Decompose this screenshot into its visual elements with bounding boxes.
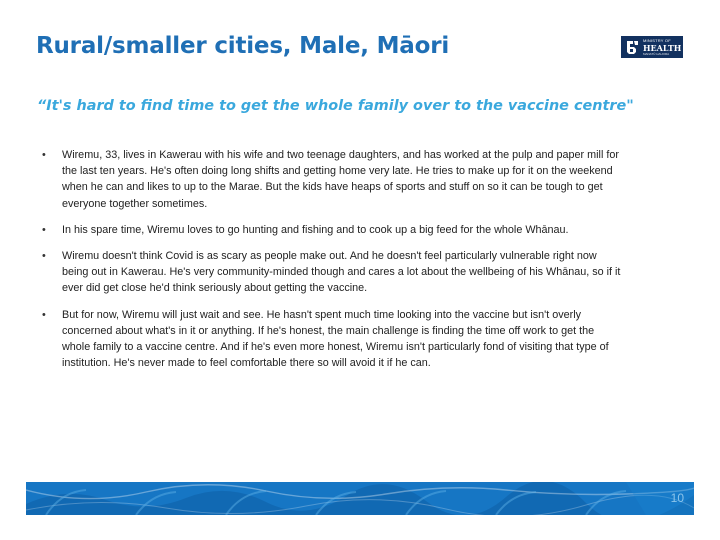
logo-line-ministry: MINISTRY OF <box>643 37 671 43</box>
footer-band <box>26 482 694 515</box>
bullet-list <box>62 147 622 381</box>
logo-text <box>643 39 681 56</box>
ministry-of-health-logo <box>621 36 683 58</box>
persona-quote: “It's hard to find time to get the whole family over to the vaccine centre" <box>37 98 634 114</box>
bullet-item: • In his spare time, Wiremu loves to go hunting and fishing and to cook up a big feed for the whole Whānau. <box>62 222 622 238</box>
ministry-of-health-emblem-icon <box>624 39 640 55</box>
bullet-item: • Wiremu doesn't think Covid is as scary as people make out. And he doesn't feel particularly vulnerable right now being out in Kawerau. He's very community-minded though and cares a lot about the wellbeing of his Whānau, so if it ever did get close he'd think seriously about getting the vaccine. <box>62 248 622 297</box>
page-number: 10 <box>670 491 684 505</box>
logo-line-health: HEALTH <box>643 42 682 53</box>
slide-title: Rural/smaller cities, Male, Māori <box>36 33 450 59</box>
bullet-item: • Wiremu, 33, lives in Kawerau with his wife and two teenage daughters, and has worked at the pulp and paper mill for the last ten years. He's often doing long shifts and getting home very late. He tries to make up for it on the weekend when he can and likes to up to the Marae. But the kids have heaps of sports and stuff on so it can be tough to get everyone together sometimes. <box>62 147 622 212</box>
footer-pattern <box>26 482 694 515</box>
logo-line-maori: MANATŪ HAUORA <box>643 51 670 56</box>
bullet-item: • But for now, Wiremu will just wait and see. He hasn't spent much time looking into the vaccine but isn't overly concerned about what's in it or anything. If he's honest, the main challenge is finding the time off work to get the whole family to a vaccine centre. And if he's even more honest, Wiremu isn't particularly fond of visiting that type of institution. He's never made to feel comfortable there so will avoid it if he can. <box>62 307 622 372</box>
